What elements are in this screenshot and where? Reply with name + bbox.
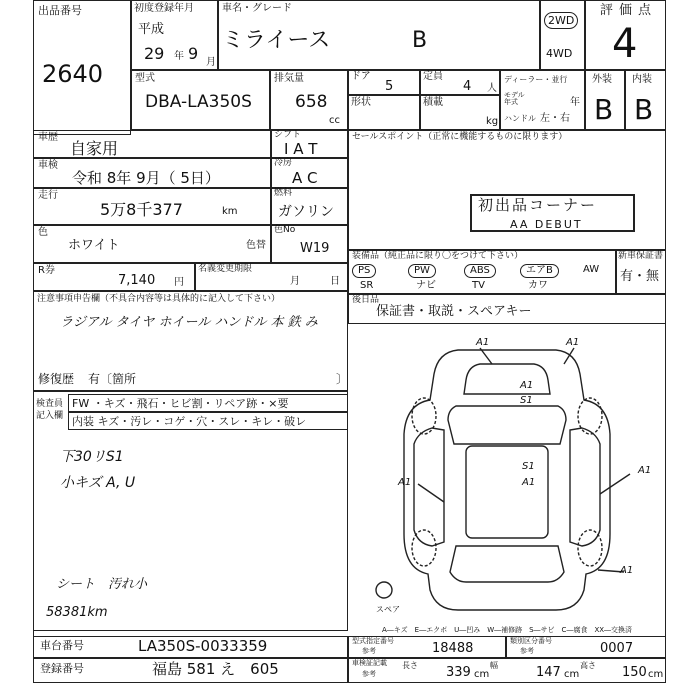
dealer-label: ディーラー・並行 [504, 75, 568, 84]
rating-value: 4 [612, 21, 638, 67]
spare-label: スペア [376, 605, 400, 614]
type-value: DBA-LA350S [145, 92, 252, 112]
right-side-outline [570, 428, 600, 546]
height-unit: cm [648, 669, 664, 680]
equipment-item: PS [352, 264, 376, 278]
displacement-value: 658 [295, 92, 328, 112]
cert-label: 車検証記載 [352, 659, 387, 667]
drive-4wd: 4WD [546, 47, 573, 60]
damage-mark: A1 [522, 477, 536, 488]
height-value: 150 [622, 665, 647, 680]
inspector-memo-2: 小キズ A, U [60, 475, 136, 491]
equipment-item: カワ [528, 280, 548, 291]
interior-grade: B [634, 93, 654, 126]
shift-value: I A T [284, 140, 318, 158]
class-no-value: 0007 [600, 641, 634, 656]
grade: B [412, 28, 428, 53]
class-no-ref: 参考 [520, 647, 534, 655]
equipment-item: TV [472, 280, 485, 291]
damage-mark: S1 [520, 395, 533, 406]
notes-handwritten: ラジアル タイヤ ホイール ハンドル 本 鉄 み [60, 315, 318, 330]
equipment-item: SR [360, 280, 374, 291]
rear-window-outline [450, 546, 564, 582]
shift-label: シフト [274, 130, 302, 140]
model-name: ミライース [222, 28, 331, 53]
damage-mark: S1 [522, 461, 535, 472]
recycle-cell [33, 263, 195, 291]
recycle-label: R券 [38, 265, 55, 276]
chassis-label: 車台番号 [40, 639, 84, 652]
yen-unit: 円 [174, 277, 184, 288]
rear-right-wheel [578, 530, 602, 566]
km-unit: km [222, 206, 238, 217]
type-no-ref: 参考 [362, 647, 376, 655]
color-code-value: W19 [300, 241, 330, 256]
equipment-label: 装備品（純正品に限り〇をつけて下さい） [352, 251, 524, 261]
inspection-value: 令和 8年 9月（ 5日） [72, 169, 220, 187]
kg-unit: kg [486, 116, 499, 127]
usage-cell [33, 130, 271, 158]
width-value: 147 [536, 665, 561, 680]
type-no-value: 18488 [432, 641, 474, 656]
capacity-label: 定員 [423, 71, 443, 82]
notes-cell [33, 291, 348, 391]
type-label: 型式 [135, 73, 155, 84]
rating-label: 評価点 [600, 3, 658, 18]
type-no-label: 型式指定番号 [352, 637, 394, 645]
inspector-row-1: FW ・キズ・飛石・ヒビ割・リペア跡・×要 [72, 397, 289, 410]
person-unit: 人 [487, 83, 497, 94]
inspector-memo-3: シート 汚れ小 [56, 577, 148, 592]
width-label: 幅 [490, 661, 498, 670]
name-change-monthday: 月 日 [290, 276, 340, 287]
exterior-label: 外装 [592, 74, 612, 85]
model-year-label: モデル年式 [504, 91, 525, 106]
color-code-label: 色No [274, 225, 296, 235]
load-label: 積載 [423, 97, 443, 108]
displacement-label: 排気量 [274, 73, 304, 84]
warranty-value: 有・無 [620, 269, 660, 284]
fuel-value: ガソリン [278, 204, 334, 220]
damage-mark: A1 [520, 380, 534, 391]
usage-value: 自家用 [70, 139, 119, 158]
repair-value: 有〔箇所 [88, 372, 137, 386]
interior-label: 内装 [632, 74, 652, 85]
roof-outline [466, 446, 548, 538]
damage-diagram [348, 324, 666, 636]
lot-number: 2640 [42, 60, 104, 88]
color-value: ホワイト [68, 238, 120, 253]
name-change-label: 名義変更期限 [198, 264, 253, 274]
spare-tire [376, 582, 392, 598]
mileage-label: 走行 [38, 190, 58, 201]
usage-label: 車歴 [38, 132, 58, 143]
color-label: 色 [38, 227, 48, 238]
selling-points-label: セールスポイント（正常に機能するものに限ります） [352, 132, 568, 142]
recycle-value: 7,140 [118, 273, 156, 288]
debut-sub: AA DEBUT [510, 218, 583, 231]
equipment-top-row [352, 264, 614, 278]
repair-close: 〕 [336, 372, 349, 386]
first-reg-label: 初度登録年月 [134, 3, 194, 14]
model-year-unit: 年 [570, 97, 580, 108]
lot-label: 出品番号 [38, 4, 82, 17]
inspector-memo-4: 58381km [46, 605, 108, 620]
car-body-outline [404, 350, 610, 610]
length-unit: cm [474, 669, 490, 680]
windshield-outline [448, 406, 566, 444]
doors-label: ドア [351, 71, 371, 82]
cc-unit: cc [329, 115, 340, 126]
equipment-item: PW [408, 264, 436, 278]
damage-mark: A1 [476, 337, 490, 348]
doors-value: 5 [385, 79, 394, 94]
length-value: 339 [446, 665, 471, 680]
damage-mark: A1 [620, 565, 634, 576]
inspector-label-1: 検査員 [36, 399, 64, 409]
fuel-label: 燃料 [274, 188, 293, 198]
warranty-label: 新車保証書 [618, 251, 664, 261]
equipment-item: AW [583, 264, 600, 275]
debut-title: 初出品コーナー [478, 196, 598, 214]
extras-label: 後日品 [352, 295, 380, 305]
ac-label: 冷房 [274, 158, 293, 168]
capacity-value: 4 [463, 79, 472, 94]
era-label: 平成 [138, 22, 165, 37]
cert-ref: 参考 [362, 670, 376, 678]
drive-2wd: 2WD [544, 12, 578, 29]
damage-mark: A1 [566, 337, 580, 348]
class-no-label: 類別区分番号 [510, 637, 552, 645]
reg-year-unit: 年 [174, 51, 184, 62]
mileage-value: 5万8千377 [100, 200, 183, 219]
inspector-memo-1: 下30リS1 [60, 449, 124, 465]
equipment-item: ABS [464, 264, 496, 278]
selling-points-cell [348, 130, 666, 250]
repair-label: 修復歴 [38, 372, 75, 386]
repaint-label: 色替 [246, 240, 266, 251]
model-label: 車名・グレード [222, 3, 292, 14]
handle-label: ハンドル [504, 114, 536, 123]
ac-value: A C [292, 169, 318, 187]
notes-label: 注意事項申告欄（不具合内容等は具体的に記入して下さい） [37, 294, 281, 304]
damage-mark: A1 [398, 477, 412, 488]
cert-cell [348, 658, 666, 683]
width-unit: cm [564, 669, 580, 680]
height-label: 高さ [580, 661, 596, 670]
equipment-bottom-row [352, 279, 614, 293]
inspector-label-2: 記入欄 [36, 411, 64, 421]
reg-month-unit: 月 [206, 57, 216, 68]
left-side-outline [414, 428, 444, 546]
reg-month: 9 [188, 44, 199, 63]
mark-line-front-right [564, 348, 574, 364]
damage-mark: A1 [638, 465, 652, 476]
rear-left-wheel [412, 530, 436, 566]
exterior-grade: B [594, 93, 614, 126]
diagram-legend: A―キズ E―エクボ U―凹み W―補修跡 S―サビ C―腐食 XX―交換済 [382, 626, 633, 634]
reg-year: 29 [144, 44, 165, 63]
reg-label: 登録番号 [40, 662, 84, 675]
inspection-label: 車検 [38, 160, 58, 171]
length-label: 長さ [402, 661, 418, 670]
equipment-item: ナビ [416, 280, 436, 291]
equipment-item: エアB [520, 264, 559, 278]
handle-value: 左・右 [540, 113, 570, 124]
reg-value: 福島 581 え 605 [152, 660, 279, 678]
hood-outline [464, 364, 550, 394]
inspector-row-2: 内装 キズ・汚レ・コゲ・穴・スレ・キレ・破レ [72, 415, 307, 428]
mark-line-left [418, 484, 444, 502]
shape-label: 形状 [351, 97, 371, 108]
chassis-value: LA350S-0033359 [138, 637, 268, 655]
extras-value: 保証書・取説・スペアキー [376, 304, 532, 319]
mark-line-right [600, 474, 630, 494]
